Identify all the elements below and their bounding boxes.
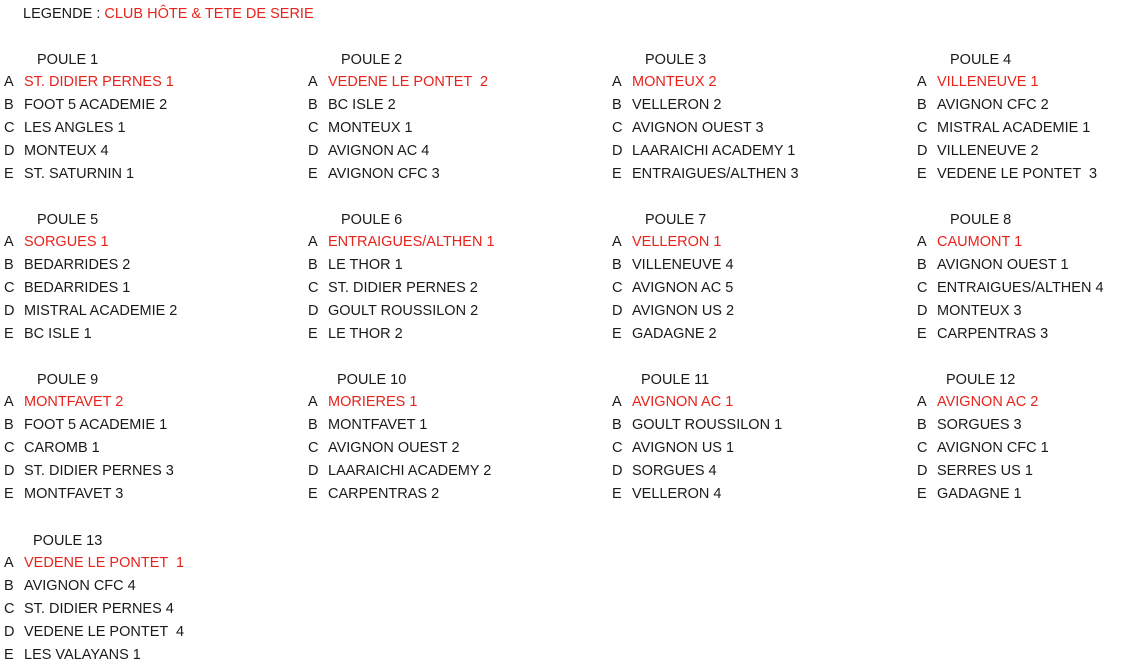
- team-name: LE THOR 2: [328, 326, 403, 342]
- team-name: ENTRAIGUES/ALTHEN 4: [937, 280, 1104, 296]
- team-letter: E: [4, 166, 14, 182]
- team-letter: E: [917, 326, 927, 342]
- team-name: GOULT ROUSSILON 2: [328, 303, 479, 319]
- seeded-team-name: MORIERES 1: [328, 394, 418, 410]
- seeded-team-name: ENTRAIGUES/ALTHEN 1: [328, 234, 495, 250]
- team-name: LES ANGLES 1: [24, 120, 126, 136]
- team-letter: D: [4, 463, 15, 479]
- team-name: AVIGNON CFC 2: [937, 97, 1049, 113]
- seeded-team-name: CAUMONT 1: [937, 234, 1023, 250]
- team-letter: E: [308, 326, 318, 342]
- team-name: CAROMB 1: [24, 440, 100, 456]
- pool-title: POULE 2: [341, 52, 403, 68]
- team-name: GADAGNE 2: [632, 326, 717, 342]
- team-letter: E: [917, 486, 927, 502]
- team-letter: C: [4, 440, 15, 456]
- team-letter: D: [4, 143, 15, 159]
- team-letter: D: [917, 143, 928, 159]
- team-name: SORGUES 4: [632, 463, 717, 479]
- team-letter: A: [4, 394, 14, 410]
- team-letter: A: [308, 394, 318, 410]
- team-letter: B: [917, 97, 927, 113]
- team-name: SERRES US 1: [937, 463, 1033, 479]
- team-letter: B: [4, 578, 14, 594]
- pool-title: POULE 6: [341, 212, 403, 228]
- team-name: VILLENEUVE 4: [632, 257, 734, 273]
- team-letter: E: [612, 486, 622, 502]
- pool-title: POULE 12: [946, 372, 1016, 388]
- pool-title: POULE 5: [37, 212, 99, 228]
- team-name: MONTFAVET 3: [24, 486, 124, 502]
- team-letter: C: [917, 280, 928, 296]
- team-letter: C: [4, 280, 15, 296]
- team-name: AVIGNON OUEST 3: [632, 120, 764, 136]
- team-name: AVIGNON CFC 4: [24, 578, 136, 594]
- pool-title: POULE 9: [37, 372, 99, 388]
- team-name: VEDENE LE PONTET 4: [24, 624, 185, 640]
- team-letter: A: [4, 555, 14, 571]
- team-letter: C: [308, 120, 319, 136]
- seeded-team-name: AVIGNON AC 1: [632, 394, 734, 410]
- team-letter: D: [4, 303, 15, 319]
- team-letter: B: [4, 97, 14, 113]
- team-letter: A: [917, 74, 927, 90]
- team-letter: D: [308, 463, 319, 479]
- team-letter: E: [4, 647, 14, 663]
- team-name: VEDENE LE PONTET 3: [937, 166, 1098, 182]
- team-name: FOOT 5 ACADEMIE 1: [24, 417, 168, 433]
- team-letter: C: [4, 601, 15, 617]
- team-letter: D: [4, 624, 15, 640]
- team-letter: A: [612, 74, 622, 90]
- team-letter: C: [308, 440, 319, 456]
- team-name: GOULT ROUSSILON 1: [632, 417, 783, 433]
- team-letter: B: [612, 417, 622, 433]
- team-name: MONTFAVET 1: [328, 417, 428, 433]
- legend: [23, 5, 314, 23]
- team-name: MONTEUX 3: [937, 303, 1022, 319]
- team-name: BEDARRIDES 1: [24, 280, 131, 296]
- team-name: MONTEUX 4: [24, 143, 109, 159]
- pool-title: POULE 1: [37, 52, 99, 68]
- pool-title: POULE 10: [337, 372, 407, 388]
- team-name: BC ISLE 2: [328, 97, 396, 113]
- team-name: AVIGNON CFC 3: [328, 166, 440, 182]
- team-name: CARPENTRAS 2: [328, 486, 440, 502]
- seeded-team-name: MONTEUX 2: [632, 74, 717, 90]
- seeded-team-name: MONTFAVET 2: [24, 394, 124, 410]
- team-name: CARPENTRAS 3: [937, 326, 1049, 342]
- team-name: BC ISLE 1: [24, 326, 92, 342]
- team-name: AVIGNON AC 4: [328, 143, 430, 159]
- team-letter: E: [612, 166, 622, 182]
- team-letter: B: [4, 257, 14, 273]
- seeded-team-name: AVIGNON AC 2: [937, 394, 1039, 410]
- team-letter: A: [308, 74, 318, 90]
- team-name: AVIGNON OUEST 2: [328, 440, 460, 456]
- team-name: MISTRAL ACADEMIE 1: [937, 120, 1091, 136]
- team-letter: B: [917, 257, 927, 273]
- team-name: VELLERON 2: [632, 97, 722, 113]
- team-letter: A: [917, 234, 927, 250]
- pool-title: POULE 4: [950, 52, 1012, 68]
- team-letter: B: [308, 97, 318, 113]
- team-name: GADAGNE 1: [937, 486, 1022, 502]
- team-name: ENTRAIGUES/ALTHEN 3: [632, 166, 799, 182]
- team-name: VELLERON 4: [632, 486, 722, 502]
- team-name: SORGUES 3: [937, 417, 1022, 433]
- team-letter: A: [612, 394, 622, 410]
- team-name: LAARAICHI ACADEMY 2: [328, 463, 492, 479]
- team-name: FOOT 5 ACADEMIE 2: [24, 97, 168, 113]
- pool-title: POULE 7: [645, 212, 707, 228]
- team-letter: B: [612, 257, 622, 273]
- team-letter: A: [612, 234, 622, 250]
- team-name: ST. DIDIER PERNES 4: [24, 601, 174, 617]
- team-letter: D: [612, 303, 623, 319]
- team-letter: E: [4, 486, 14, 502]
- team-letter: C: [612, 280, 623, 296]
- pool-title: POULE 13: [33, 533, 103, 549]
- team-letter: A: [917, 394, 927, 410]
- team-letter: E: [612, 326, 622, 342]
- team-name: ST. DIDIER PERNES 3: [24, 463, 174, 479]
- team-letter: D: [612, 143, 623, 159]
- team-letter: B: [917, 417, 927, 433]
- team-letter: D: [308, 303, 319, 319]
- team-letter: A: [4, 74, 14, 90]
- seeded-team-name: VEDENE LE PONTET 2: [328, 74, 489, 90]
- team-name: AVIGNON AC 5: [632, 280, 734, 296]
- seeded-team-name: VELLERON 1: [632, 234, 722, 250]
- team-name: LES VALAYANS 1: [24, 647, 141, 663]
- team-letter: B: [4, 417, 14, 433]
- team-letter: D: [308, 143, 319, 159]
- team-letter: A: [308, 234, 318, 250]
- team-letter: D: [917, 303, 928, 319]
- team-name: ST. DIDIER PERNES 2: [328, 280, 478, 296]
- team-letter: E: [4, 326, 14, 342]
- team-letter: E: [308, 486, 318, 502]
- team-letter: A: [4, 234, 14, 250]
- team-letter: D: [612, 463, 623, 479]
- team-letter: C: [4, 120, 15, 136]
- team-letter: B: [308, 417, 318, 433]
- team-letter: B: [612, 97, 622, 113]
- seeded-team-name: SORGUES 1: [24, 234, 109, 250]
- team-name: BEDARRIDES 2: [24, 257, 131, 273]
- team-letter: C: [612, 120, 623, 136]
- team-name: MISTRAL ACADEMIE 2: [24, 303, 178, 319]
- team-letter: E: [308, 166, 318, 182]
- team-name: AVIGNON US 2: [632, 303, 735, 319]
- seeded-team-name: ST. DIDIER PERNES 1: [24, 74, 174, 90]
- team-name: MONTEUX 1: [328, 120, 413, 136]
- team-name: AVIGNON CFC 1: [937, 440, 1049, 456]
- team-letter: D: [917, 463, 928, 479]
- pool-title: POULE 3: [645, 52, 707, 68]
- team-letter: C: [612, 440, 623, 456]
- seeded-team-name: VEDENE LE PONTET 1: [24, 555, 185, 571]
- team-letter: B: [308, 257, 318, 273]
- legend-value: CLUB HÔTE & TETE DE SERIE: [104, 6, 314, 22]
- team-name: AVIGNON OUEST 1: [937, 257, 1069, 273]
- team-name: VILLENEUVE 2: [937, 143, 1039, 159]
- pool-title: POULE 8: [950, 212, 1012, 228]
- pool-title: POULE 11: [641, 372, 710, 388]
- seeded-team-name: VILLENEUVE 1: [937, 74, 1039, 90]
- team-letter: C: [917, 120, 928, 136]
- team-name: LE THOR 1: [328, 257, 403, 273]
- team-letter: C: [917, 440, 928, 456]
- legend-label: LEGENDE :: [23, 6, 101, 22]
- team-name: LAARAICHI ACADEMY 1: [632, 143, 796, 159]
- team-name: ST. SATURNIN 1: [24, 166, 135, 182]
- team-letter: C: [308, 280, 319, 296]
- team-letter: E: [917, 166, 927, 182]
- team-name: AVIGNON US 1: [632, 440, 735, 456]
